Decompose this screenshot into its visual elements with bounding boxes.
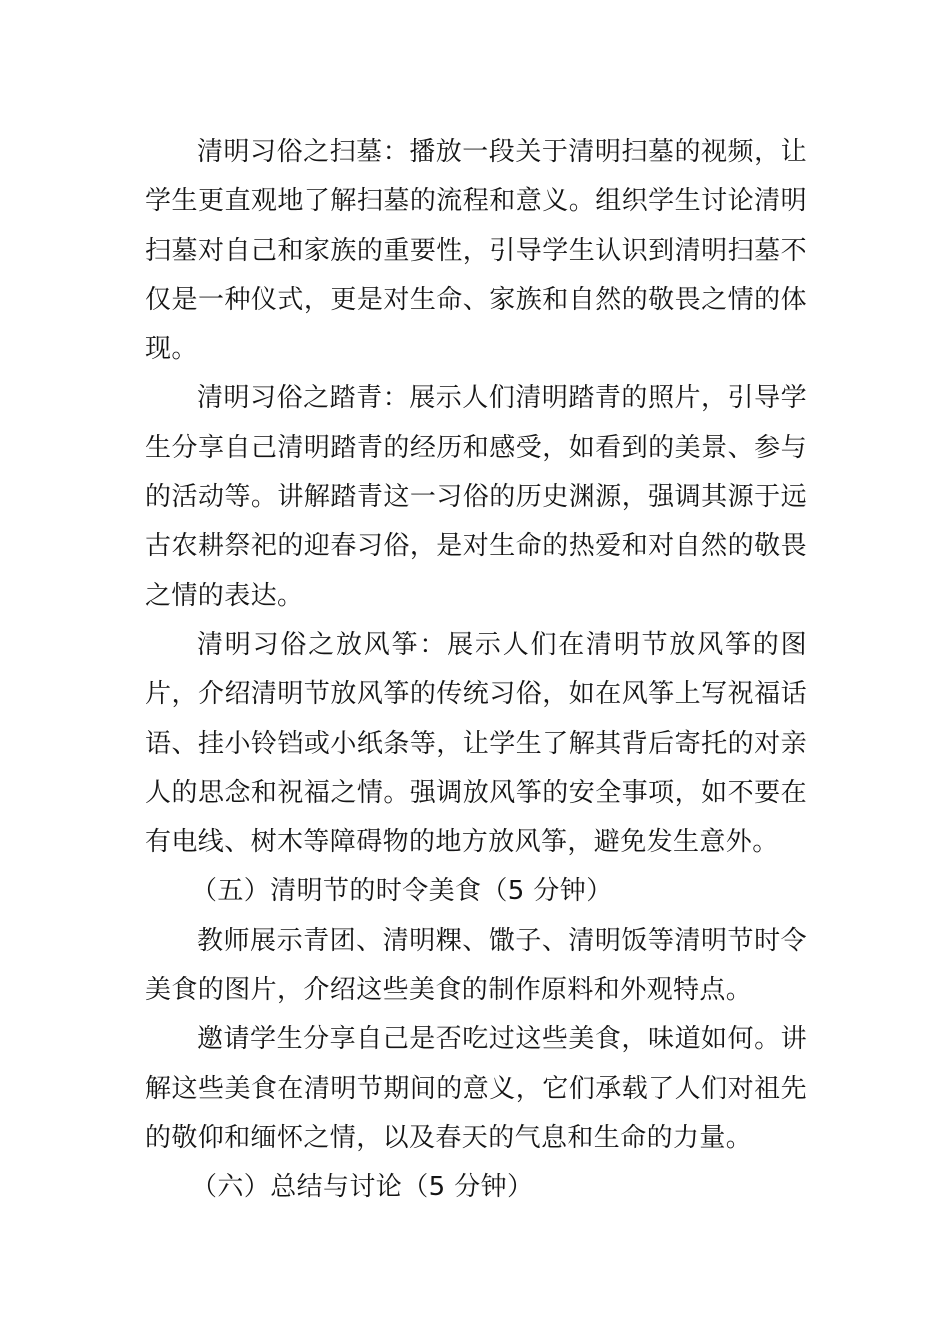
section-heading-seasonal-food: （五）清明节的时令美食（5 分钟） [191,876,613,907]
section-heading-summary: （六）总结与讨论（5 分钟） [191,1172,534,1203]
paragraph-food-meaning: 邀请学生分享自己是否吃过这些美食，味道如何。讲解这些美食在清明节期间的意义，它们承载了人们对祖先的敬仰和缅怀之情，以及春天的气息和生命的力量。 [145,1024,807,1153]
paragraph-spring-outing: 清明习俗之踏青：展示人们清明踏青的照片，引导学生分享自己清明踏青的经历和感受，如看到的美景、参与的活动等。讲解踏青这一习俗的历史渊源，强调其源于远古农耕祭祀的迎春习俗，是对生命的热爱和对自然的敬畏之情的表达。 [145,383,807,611]
paragraph-sweeping-tombs: 清明习俗之扫墓：播放一段关于清明扫墓的视频，让学生更直观地了解扫墓的流程和意义。组织学生讨论清明扫墓对自己和家族的重要性，引导学生认识到清明扫墓不仅是一种仪式，更是对生命、家族和自然的敬畏之情的体现。 [145,137,807,365]
paragraph-kite-flying: 清明习俗之放风筝：展示人们在清明节放风筝的图片，介绍清明节放风筝的传统习俗，如在风筝上写祝福话语、挂小铃铛或小纸条等，让学生了解其背后寄托的对亲人的思念和祝福之情。强调放风筝的安全事项，如不要在有电线、树木等障碍物的地方放风筝，避免发生意外。 [145,629,807,858]
paragraph-food-intro: 教师展示青团、清明粿、馓子、清明饭等清明节时令美食的图片，介绍这些美食的制作原料和外观特点。 [145,925,807,1006]
document-page [145,128,807,1213]
